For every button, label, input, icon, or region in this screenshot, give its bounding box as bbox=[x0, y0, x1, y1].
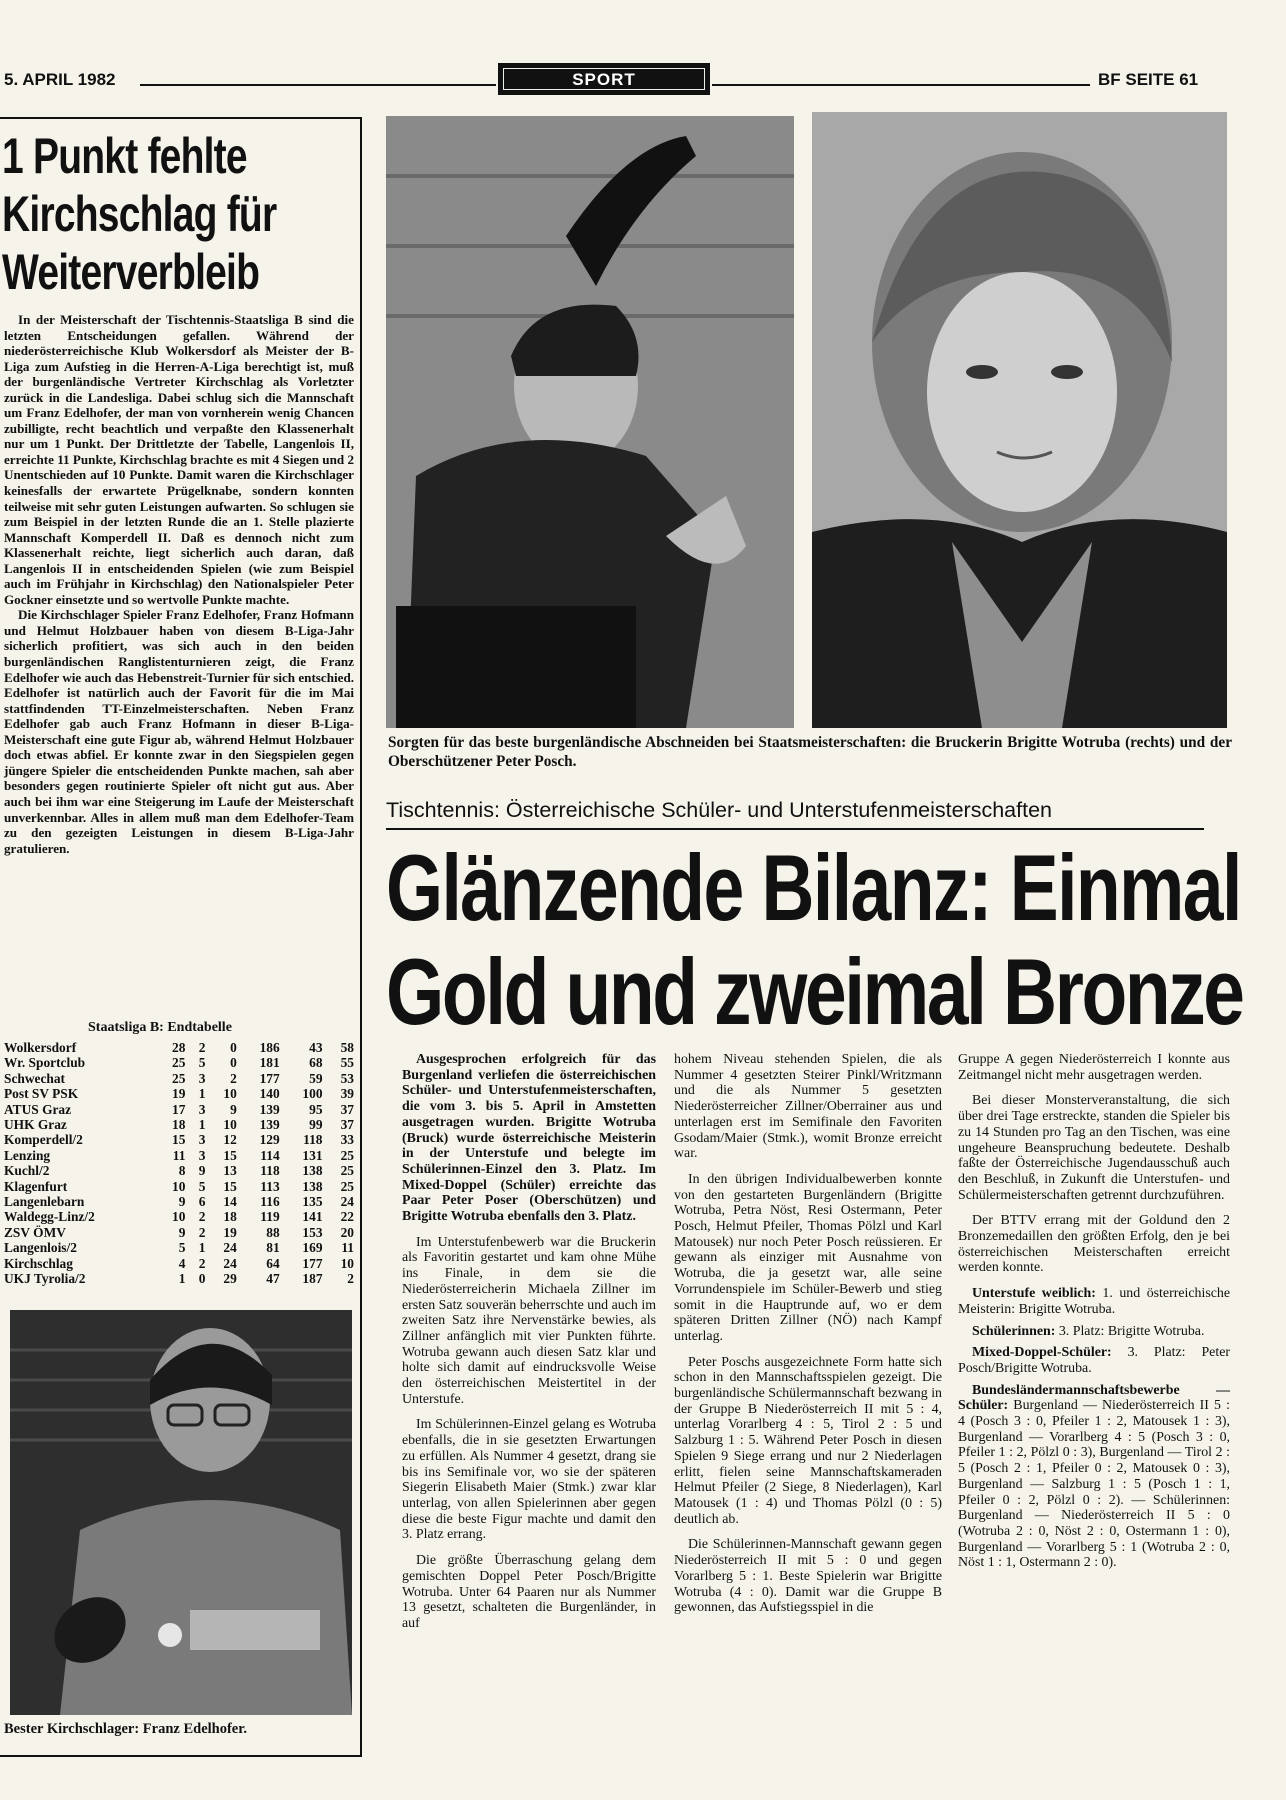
table-row bbox=[4, 1086, 354, 1101]
table-cell: 12 bbox=[223, 1132, 237, 1148]
table-cell: 1 bbox=[198, 1240, 206, 1256]
table-cell: 3 bbox=[198, 1147, 206, 1163]
table-cell: 2 bbox=[198, 1040, 206, 1055]
main-col2-paragraph: hohem Niveau stehenden Spielen, die als Nummer 4 gesetzten Steirer Pinkl/Writzmann und die als Nummer 5 gesetzten Niederösterreicher Zillner/Oberrainer aus und unterlagen erst im Semifinale den Favoriten Gsodam/Maier (Stmk.), womit Bronze erreicht war. bbox=[674, 1052, 942, 1162]
team-name: Waldegg-Linz/2 bbox=[4, 1209, 95, 1225]
table-cell: 28 bbox=[172, 1040, 186, 1055]
table-cell: 0 bbox=[230, 1040, 237, 1055]
table-cell: 177 bbox=[302, 1255, 323, 1271]
team-name: Langenlois/2 bbox=[4, 1240, 77, 1256]
table-cell: 59 bbox=[309, 1070, 323, 1086]
table-cell: 10 bbox=[223, 1117, 237, 1133]
section-label-box bbox=[498, 63, 710, 95]
table-cell: 25 bbox=[340, 1178, 354, 1194]
team-name: UHK Graz bbox=[4, 1117, 67, 1133]
table-cell: 17 bbox=[172, 1101, 186, 1117]
table-cell: 25 bbox=[340, 1163, 354, 1179]
team-name: Wolkersdorf bbox=[4, 1040, 77, 1055]
table-cell: 118 bbox=[260, 1163, 280, 1179]
team-name: Wr. Sportclub bbox=[4, 1055, 86, 1071]
table-cell: 88 bbox=[266, 1224, 280, 1240]
team-name: Post SV PSK bbox=[4, 1086, 79, 1102]
table-cell: 6 bbox=[198, 1194, 206, 1210]
main-col2-paragraph: In den übrigen Individualbewerben konnte von den gestarteten Burgenländern (Brigitte Wotruba, Petra Nöst, Resi Ostermann, Peter Posch, Helmut Pfeiler, Thomas Pölzl und Karl Matousek) nur noch Peter Posch reüssieren. Er gewann als einziger mit Ausnahme von Wotruba, die ja gesetzt war, alle seine Vorrundenspiele im Schüler-Bewerb und stieg somit in die Hauptrunde auf, wo er dem späteren Dritten Zillner (NÖ) nach Kampf unterlag. bbox=[674, 1171, 942, 1344]
table-cell: 24 bbox=[223, 1240, 237, 1256]
table-cell: 10 bbox=[172, 1209, 186, 1225]
table-row bbox=[4, 1040, 354, 1055]
table-cell: 8 bbox=[178, 1163, 186, 1179]
table-cell: 10 bbox=[340, 1255, 354, 1271]
table-row bbox=[4, 1148, 354, 1163]
table-cell: 37 bbox=[340, 1117, 354, 1133]
table-cell: 118 bbox=[303, 1132, 323, 1148]
table-cell: 24 bbox=[223, 1255, 237, 1271]
table-row bbox=[4, 1240, 354, 1255]
table-cell: 13 bbox=[223, 1163, 237, 1179]
table-cell: 11 bbox=[341, 1240, 354, 1256]
main-col1-paragraph: Im Unterstufenbewerb war die Bruckerin als Favoritin gestartet und kam ohne Mühe ins Finale, in dem sie die Niederösterreicherin Michaela Zillner im ersten Satz souverän beherrschte und auch im zweiten Satz ihre Nervenstärke bewies, als Zillner anfänglich mit vier Punkten führte. Wotruba gewann auch diesen Satz klar und holte sich damit auf eindrucksvolle Weise den österreichischen Meistertitel in der Unterstufe. bbox=[402, 1234, 656, 1407]
table-cell: 11 bbox=[172, 1147, 186, 1163]
table-cell: 18 bbox=[223, 1209, 237, 1225]
table-title: Staatsliga B: Endtabelle bbox=[88, 1020, 232, 1035]
table-cell: 10 bbox=[172, 1178, 186, 1194]
table-cell: 0 bbox=[198, 1271, 206, 1287]
standings-table bbox=[4, 1040, 354, 1287]
main-headline bbox=[386, 836, 1246, 1044]
table-cell: 3 bbox=[198, 1070, 206, 1086]
table-cell: 47 bbox=[266, 1271, 280, 1287]
edelhofer-photo bbox=[10, 1310, 352, 1715]
table-cell: 2 bbox=[198, 1224, 206, 1240]
main-col3-result bbox=[958, 1286, 1230, 1317]
table-row bbox=[4, 1102, 354, 1117]
table-cell: 2 bbox=[198, 1255, 206, 1271]
table-cell: 186 bbox=[259, 1040, 280, 1055]
table-cell: 9 bbox=[230, 1101, 237, 1117]
table-cell: 14 bbox=[223, 1194, 237, 1210]
main-article-kicker: Tischtennis: Österreichische Schüler- und Unterstufenmeisterschaften bbox=[386, 798, 1052, 822]
result-label: Unterstufe weiblich: bbox=[972, 1286, 1096, 1302]
top-photo-frame bbox=[384, 114, 1226, 726]
table-cell: 153 bbox=[302, 1224, 323, 1240]
table-cell: 114 bbox=[260, 1147, 280, 1163]
table-cell: 10 bbox=[223, 1086, 237, 1102]
table-cell: 15 bbox=[223, 1178, 237, 1194]
header-rule-right bbox=[712, 84, 1090, 86]
main-col3-result bbox=[958, 1324, 1230, 1340]
header-rule-left bbox=[140, 84, 496, 86]
main-col3-paragraph: Bei dieser Monsterveranstaltung, die sich über drei Tage erstreckte, standen die Spieler bis zu 14 Stunden pro Tag an den Tischen, was eine ungeheure Beanspruchung bedeutete. Deshalb faßte der Österreichische Jugendausschuß auch den Beschluß, in Zukunft die Unterstufen- und Schülermeisterschaften getrennt durchzuführen. bbox=[958, 1093, 1230, 1203]
table-cell: 139 bbox=[259, 1101, 280, 1117]
table-cell: 138 bbox=[302, 1163, 323, 1179]
table-cell: 43 bbox=[309, 1040, 323, 1055]
result-text: 3. Platz: Peter Posch/Brigitte Wotruba. bbox=[958, 1345, 1230, 1376]
table-row bbox=[4, 1071, 354, 1086]
main-column-2 bbox=[674, 1052, 942, 1616]
team-name: UKJ Tyrolia/2 bbox=[4, 1271, 86, 1287]
team-name: Lenzing bbox=[4, 1147, 51, 1163]
table-cell: 2 bbox=[198, 1209, 206, 1225]
table-cell: 24 bbox=[340, 1194, 354, 1210]
main-column-1 bbox=[402, 1052, 656, 1632]
table-cell: 64 bbox=[266, 1255, 280, 1271]
table-cell: 39 bbox=[340, 1086, 354, 1102]
issue-date: 5. APRIL 1982 bbox=[4, 70, 116, 89]
table-cell: 138 bbox=[302, 1178, 323, 1194]
table-cell: 1 bbox=[198, 1086, 206, 1102]
table-cell: 3 bbox=[198, 1101, 206, 1117]
table-row bbox=[4, 1163, 354, 1178]
table-cell: 19 bbox=[223, 1224, 237, 1240]
main-col3-paragraph: Der BTTV errang mit der Goldund den 2 Bronzemedaillen den größten Erfolg, den je bei österreichischen Meisterschaften erreicht werden konnte. bbox=[958, 1213, 1230, 1276]
main-headline-line-2: Gold und zweimal Bronze bbox=[386, 939, 1243, 1044]
left-headline bbox=[2, 127, 358, 301]
section-label: SPORT bbox=[503, 68, 705, 90]
table-cell: 1 bbox=[178, 1271, 186, 1287]
table-cell: 2 bbox=[230, 1070, 237, 1086]
table-cell: 25 bbox=[340, 1147, 354, 1163]
table-cell: 131 bbox=[302, 1147, 323, 1163]
table-cell: 135 bbox=[302, 1194, 323, 1210]
team-name: Komperdell/2 bbox=[4, 1132, 83, 1148]
table-cell: 5 bbox=[198, 1055, 206, 1071]
table-row bbox=[4, 1194, 354, 1209]
table-cell: 129 bbox=[259, 1132, 280, 1148]
table-cell: 25 bbox=[172, 1055, 186, 1071]
main-col3-result bbox=[958, 1345, 1230, 1376]
kicker-underline bbox=[386, 828, 1204, 830]
table-cell: 5 bbox=[178, 1240, 186, 1256]
team-name: Klagenfurt bbox=[4, 1178, 68, 1194]
result-text: Burgenland — Niederösterreich II 5 : 4 (Posch 3 : 0, Pfeiler 1 : 2, Matousek 1 : 3), Burgenland — Vorarlberg 4 : 5 (Posch 3 : 0, Pfeiler 1 : 2, Pölzl 0 : 3), Burgenland — Tirol 2 : 5 (Posch 2 : 1, Pfeiler 0 : 2, Matousek 0 : 3), Burgenland — Salzburg 1 : 5 (Posch 1 : 1, Pfeiler 0 : 2, Pölzl 0 : 2). — Schülerinnen: Burgenland — Niederösterreich II 5 : 0 (Wotruba 2 : 0, Nöst 2 : 0, Ostermann 1 : 0), Burgenland — Vorarlberg 5 : 1 (Wotruba 2 : 0, Nöst 1 : 1, Ostermann 2 : 0). bbox=[958, 1398, 1230, 1571]
table-cell: 22 bbox=[340, 1209, 354, 1225]
main-col2-paragraph: Peter Poschs ausgezeichnete Form hatte sich schon in den Mannschaftsspielen gezeigt. Die burgenländische Schülermannschaft bezwang in der Gruppe B Niederösterreich II mit 5 : 4, unterlag Vorarlberg 4 : 5, Tirol 2 : 5 und Salzburg 1 : 5. Während Peter Posch in diesen Spielen 9 Siege errang und nur 2 Niederlagen erlitt, fielen seine Mannschaftskameraden Helmut Pfeiler (2 Siege, 8 Niederlagen), Karl Matousek (1 : 4) und Thomas Pölzl (0 : 5) deutlich ab. bbox=[674, 1354, 942, 1527]
left-headline-line-2: Kirchschlag für bbox=[2, 186, 277, 242]
table-cell: 187 bbox=[302, 1271, 323, 1287]
table-cell: 0 bbox=[230, 1055, 237, 1071]
table-row bbox=[4, 1225, 354, 1240]
table-cell: 113 bbox=[260, 1178, 280, 1194]
table-row bbox=[4, 1271, 354, 1286]
table-cell: 15 bbox=[223, 1147, 237, 1163]
result-label: Bundesländermannschaftsbewerbe — Schüler: bbox=[958, 1382, 1230, 1414]
main-col2-paragraph: Die Schülerinnen-Mannschaft gewann gegen Niederösterreich II mit 5 : 0 und gegen Vorarlberg 5 : 1. Beste Spielerin war Brigitte Wotruba (4 : 0). Damit war die Gruppe B gewonnen, das Aufstiegsspiel in die bbox=[674, 1537, 942, 1616]
table-cell: 116 bbox=[260, 1194, 280, 1210]
table-cell: 29 bbox=[223, 1271, 237, 1287]
table-row bbox=[4, 1256, 354, 1271]
table-cell: 177 bbox=[259, 1070, 280, 1086]
team-name: Kuchl/2 bbox=[4, 1163, 50, 1179]
team-name: Langenlebarn bbox=[4, 1194, 85, 1210]
left-headline-line-3: Weiterverbleib bbox=[2, 244, 260, 300]
edelhofer-caption: Bester Kirchschlager: Franz Edelhofer. bbox=[4, 1721, 247, 1737]
table-row bbox=[4, 1179, 354, 1194]
table-cell: 58 bbox=[340, 1040, 354, 1055]
table-cell: 18 bbox=[172, 1117, 186, 1133]
page-number: BF SEITE 61 bbox=[1098, 70, 1199, 89]
table-cell: 19 bbox=[172, 1086, 186, 1102]
team-name: Kirchschlag bbox=[4, 1255, 73, 1271]
table-cell: 3 bbox=[198, 1132, 206, 1148]
table-cell: 2 bbox=[347, 1271, 354, 1287]
table-cell: 9 bbox=[198, 1163, 206, 1179]
table-cell: 20 bbox=[340, 1224, 354, 1240]
table-cell: 4 bbox=[178, 1255, 186, 1271]
result-label: Schülerinnen: bbox=[972, 1323, 1056, 1339]
left-article-body bbox=[4, 312, 354, 866]
main-headline-line-1: Glänzende Bilanz: Einmal bbox=[386, 835, 1241, 940]
player-photo-illustration bbox=[10, 1310, 352, 1715]
table-cell: 181 bbox=[259, 1055, 280, 1071]
table-cell: 99 bbox=[309, 1117, 323, 1133]
table-cell: 169 bbox=[302, 1240, 323, 1256]
table-cell: 33 bbox=[340, 1132, 354, 1148]
team-name: Schwechat bbox=[4, 1070, 65, 1086]
table-row bbox=[4, 1117, 354, 1132]
left-headline-line-1: 1 Punkt fehlte bbox=[2, 128, 247, 184]
main-col3-result bbox=[958, 1383, 1230, 1571]
table-cell: 141 bbox=[302, 1209, 323, 1225]
main-col3-paragraph: Gruppe A gegen Niederösterreich I konnte aus Zeitmangel nicht mehr ausgetragen werden. bbox=[958, 1052, 1230, 1083]
table-cell: 100 bbox=[302, 1086, 323, 1102]
left-paragraph: In der Meisterschaft der Tischtennis-Staatsliga B sind die letzten Entscheidungen gefallen. Während der niederösterreichische Klub Wolkersdorf als Meister der B-Liga zum Aufstieg in die Herren-A-Liga berechtigt ist, muß der burgenländische Vertreter Kirchschlag als Vorletzter zurück in die Landesliga. Dabei schlug sich die Mannschaft um Franz Edelhofer, der man von vornherein wenig Chancen zubilligte, recht beachtlich und verpaßte den Klassenerhalt nur um 1 Punkt. Der Drittletzte der Tabelle, Langenlois II, erreichte 11 Punkte, Kirchschlag brachte es mit 4 Siegen und 2 Unentschieden auf 10 Punkte. Damit waren die Kirchschlager keinesfalls der erwartete Prügelknabe, sondern konnten teilweise mit sehr guten Leistungen aufwarten. So schlugen sie zum Beispiel in der letzten Runde die an 1. Stelle plazierte Mannschaft Komperdell II. Daß es dennoch nicht zum Klassenerhalt reichte, liegt sicherlich auch daran, daß Langenlois II in entscheidenden Spielen (wie zum Beispiel auch im Frühjahr in Kirchschlag) den Nationalspieler Peter Gockner einsetzte und so wertvolle Punkte machte. bbox=[4, 312, 354, 607]
table-cell: 81 bbox=[266, 1240, 280, 1256]
main-col1-lead: Ausgesprochen erfolgreich für das Burgenland verliefen die österreichischen Schüler- und Unterstufenmeisterschaften, die vom 3. bis 5. April in Amstetten ausgetragen wurden. Brigitte Wotruba (Bruck) wurde österreichische Meisterin in der Unterstufe und belegte im Schülerinnen-Einzel den 3. Platz. Im Mixed-Doppel (Schüler) erreichte das Paar Peter Poser (Oberschützen) und Brigitte Wotruba ebenfalls den 3. Platz. bbox=[402, 1052, 656, 1225]
table-row bbox=[4, 1055, 354, 1070]
table-cell: 119 bbox=[260, 1209, 280, 1225]
top-photo-caption: Sorgten für das beste burgenländische Abschneiden bei Staatsmeisterschaften: die Bruckerin Brigitte Wotruba (rechts) und der Oberschützener Peter Posch. bbox=[388, 734, 1232, 770]
table-cell: 95 bbox=[309, 1101, 323, 1117]
table-cell: 1 bbox=[198, 1117, 206, 1133]
table-cell: 53 bbox=[340, 1070, 354, 1086]
left-paragraph: Die Kirchschlager Spieler Franz Edelhofer, Franz Hofmann und Helmut Holzbauer haben von diesem B-Liga-Jahr sicherlich profitiert, was sich auch in den beiden burgenländischen Ranglistenturnieren zeigt, die Franz Edelhofer wie auch das Hebenstreit-Turnier für sich entschied. Edelhofer ist natürlich auch der Favorit für die im Mai stattfindenden TT-Einzelmeisterschaften. Neben Franz Edelhofer gab auch Franz Hofmann in dieser B-Liga-Meisterschaft eine gute Figur ab, während Helmut Holzbauer doch etwas abfiel. Er konnte zwar in den Siegspielen gegen jüngere Spieler die entscheidenden Punkte machen, sah aber besonders gegen routinierte Spieler oft nicht gut aus. Aber auch bei ihm war eine Steigerung im Laufe der Meisterschaft unverkennbar. Alles in allem muß man dem Edelhofer-Team zu den gezeigten Leistungen in diesem B-Liga-Jahr gratulieren. bbox=[4, 607, 354, 856]
table-cell: 140 bbox=[259, 1086, 280, 1102]
result-text: 1. und österreichische Meisterin: Brigitte Wotruba. bbox=[958, 1286, 1231, 1317]
table-cell: 5 bbox=[198, 1178, 206, 1194]
table-cell: 9 bbox=[178, 1224, 186, 1240]
standings-table-wrap bbox=[4, 1040, 354, 1287]
table-cell: 15 bbox=[172, 1132, 186, 1148]
table-row bbox=[4, 1132, 354, 1147]
main-col1-paragraph: Im Schülerinnen-Einzel gelang es Wotruba ebenfalls, die in sie gesetzten Erwartungen zu erfüllen. Als Nummer 4 gesetzt, drang sie bis ins Semifinale vor, wo sie der späteren Siegerin Elisabeth Maier (Stmk.) zwar klar unterlag, von allen Spielerinnen aber gegen diese die beste Figur machte und damit den 3. Platz errang. bbox=[402, 1417, 656, 1543]
table-cell: 55 bbox=[340, 1055, 354, 1071]
main-column-3 bbox=[958, 1052, 1230, 1571]
result-text: 3. Platz: Brigitte Wotruba. bbox=[1055, 1323, 1205, 1339]
table-cell: 68 bbox=[309, 1055, 323, 1071]
table-row bbox=[4, 1209, 354, 1224]
main-col1-paragraph: Die größte Überraschung gelang dem gemischten Doppel Peter Posch/Brigitte Wotruba. Unter 64 Paaren nur als Nummer 13 gesetzt, schalteten die Burgenländer, in auf bbox=[402, 1553, 656, 1631]
table-cell: 37 bbox=[340, 1101, 354, 1117]
table-cell: 9 bbox=[178, 1194, 186, 1210]
team-name: ATUS Graz bbox=[4, 1101, 72, 1117]
team-name: ZSV ÖMV bbox=[4, 1224, 66, 1240]
table-cell: 139 bbox=[259, 1117, 280, 1133]
table-cell: 25 bbox=[172, 1070, 186, 1086]
result-label: Mixed-Doppel-Schüler: bbox=[972, 1345, 1112, 1361]
